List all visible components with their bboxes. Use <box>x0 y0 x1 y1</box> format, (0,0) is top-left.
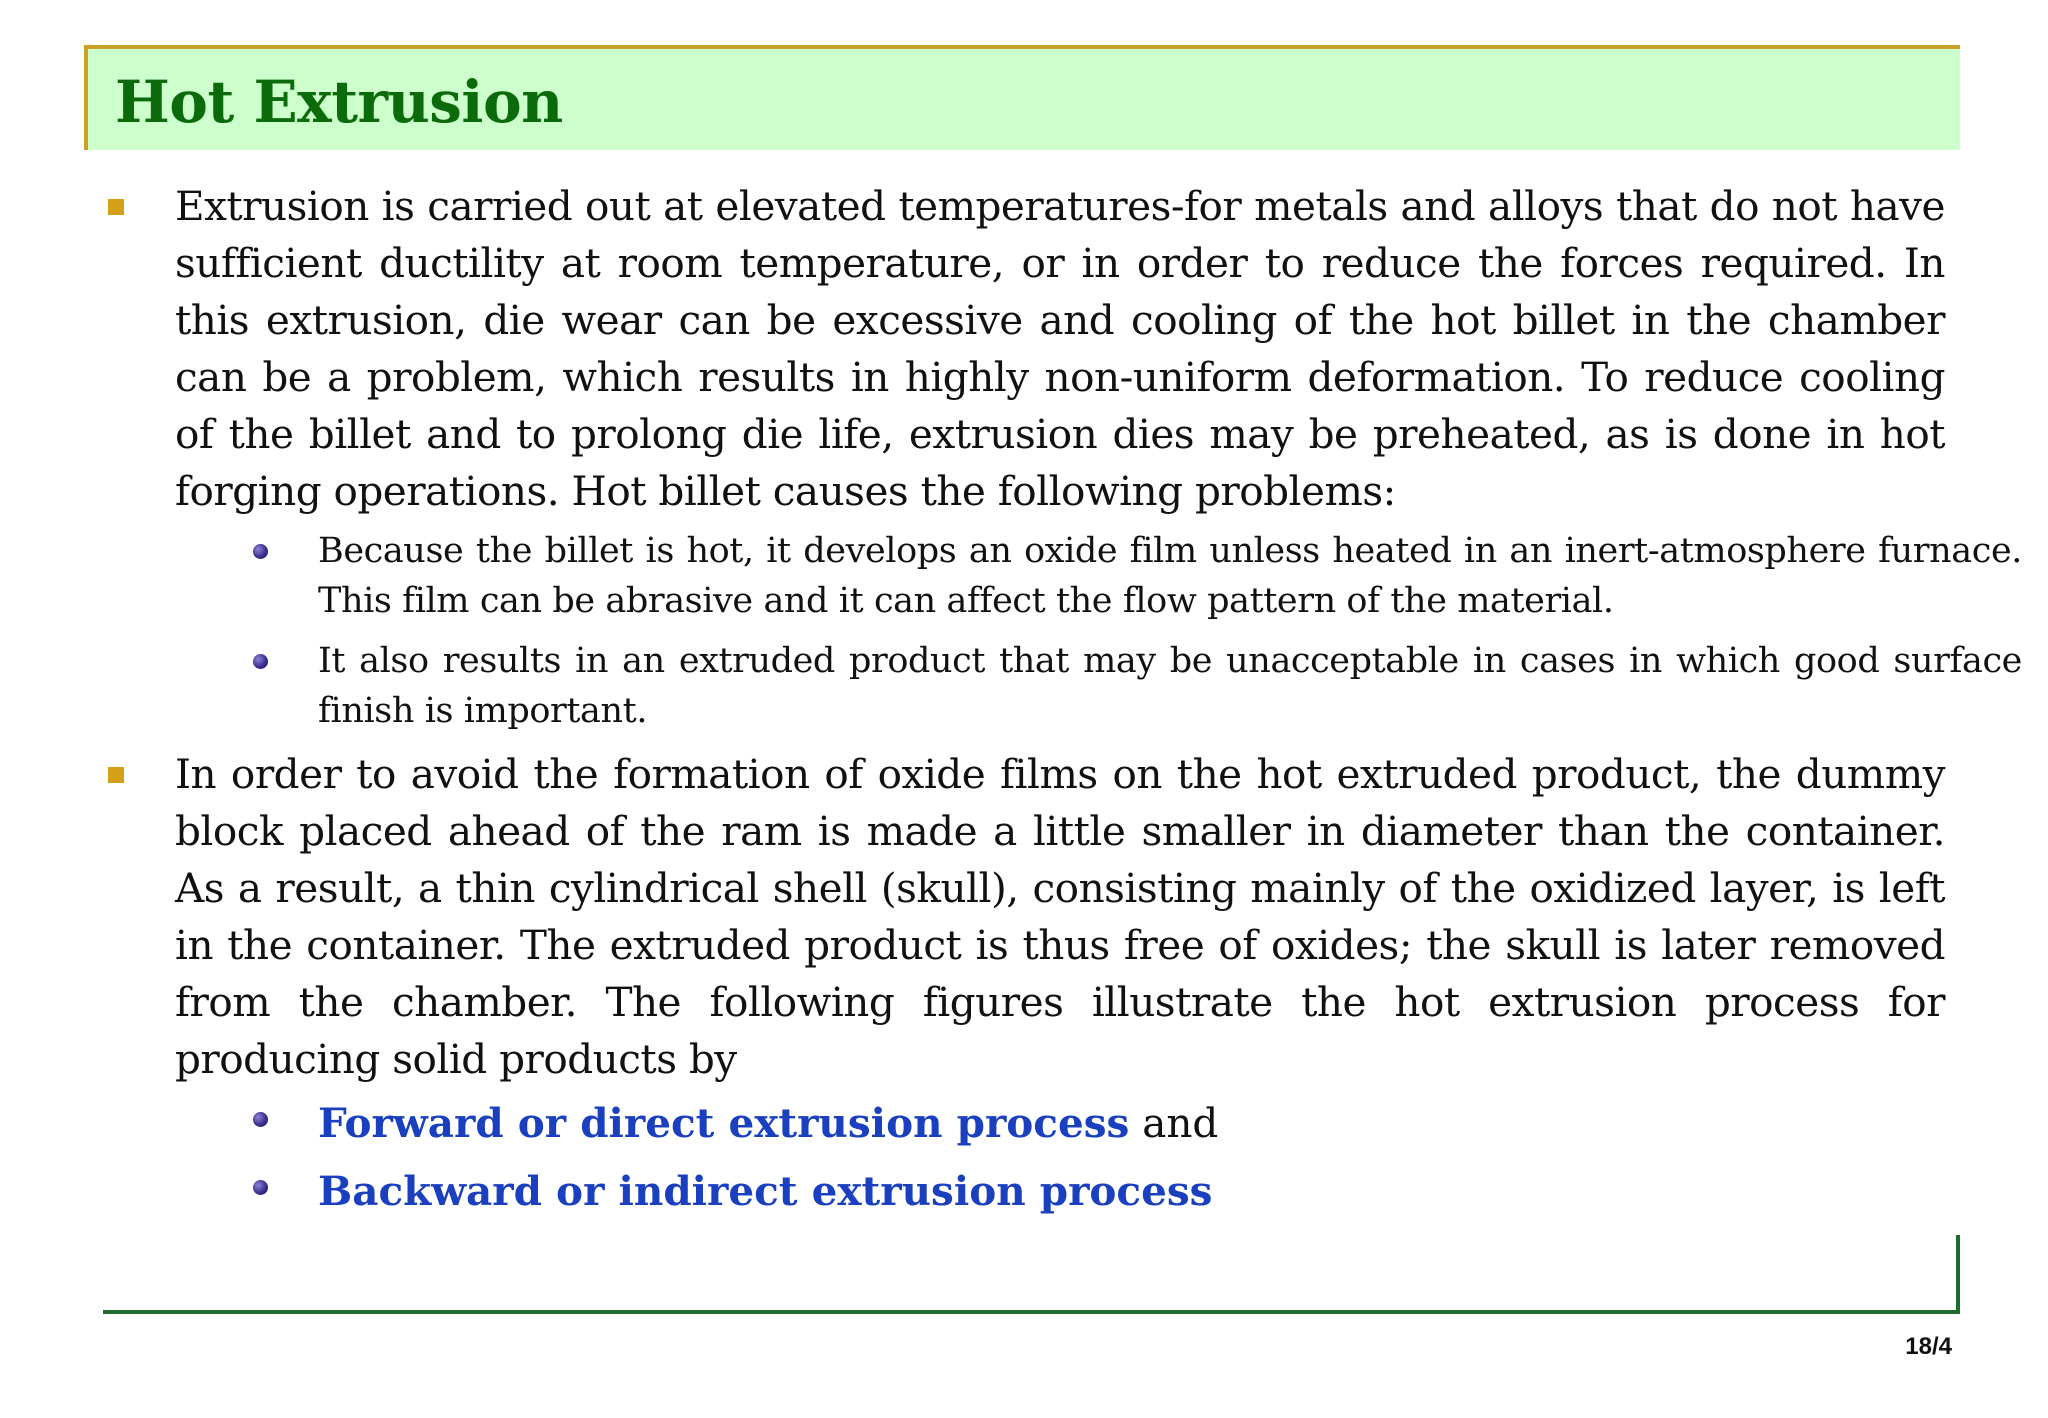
sub-bullet-tail: and <box>1129 1099 1219 1147</box>
round-bullet-icon <box>253 1180 268 1195</box>
title-top-rule <box>84 45 1960 49</box>
round-bullet-icon <box>253 544 268 559</box>
sub-bullet-text: Because the billet is hot, it develops an oxide film unless heated in an inert-atmosphere furnace. This film can be abrasive and it can affect the flow pattern of the material. <box>318 531 2022 621</box>
sub-bullet-item <box>175 1162 2022 1220</box>
sub-bullet-item <box>175 526 2022 626</box>
round-bullet-icon <box>253 1112 268 1127</box>
sub-bullet-item <box>175 636 2022 736</box>
bullet-text: In order to avoid the formation of oxide films on the hot extruded product, the dummy block placed ahead of the ram is made a little smaller in diameter than the container. As a result, a thin cylindrical shell (skull), consisting mainly of the oxidized layer, is left in the container. The extruded product is thus free of oxides; the skull is later removed from the chamber. The following figures illustrate the hot extrusion process for producing solid products by <box>175 750 1945 1083</box>
backward-extrusion-link-text: Backward or indirect extrusion process <box>318 1167 1213 1215</box>
sub-bullet-item <box>175 1094 2022 1152</box>
slide-content <box>100 178 2022 1230</box>
square-bullet-icon <box>108 199 124 215</box>
bullet-text: Extrusion is carried out at elevated temperatures-for metals and alloys that do not have sufficient ductility at room temperature, or in order to reduce the forces required. In this extrusion, die wear can be excessive and cooling of the hot billet in the chamber can be a problem, which results in highly non-uniform deformation. To reduce cooling of the billet and to prolong die life, extrusion dies may be preheated, as is done in hot forging operations. Hot billet causes the following problems: <box>175 182 1945 515</box>
bullet-item <box>100 746 1945 1220</box>
footer-right-rule <box>1956 1235 1960 1314</box>
sub-bullet-text <box>318 1094 2022 1152</box>
round-bullet-icon <box>253 654 268 669</box>
sub-bullet-list <box>175 526 2022 736</box>
sub-bullet-text <box>318 1162 2022 1220</box>
title-left-rule <box>84 45 88 150</box>
footer-rule <box>103 1310 1960 1314</box>
forward-extrusion-link-text: Forward or direct extrusion process <box>318 1099 1130 1147</box>
page-number: 18/4 <box>1905 1333 1952 1360</box>
square-bullet-icon <box>108 767 124 783</box>
slide-title: Hot Extrusion <box>115 68 563 136</box>
sub-bullet-text: It also results in an extruded product that may be unacceptable in cases in which good surface finish is important. <box>318 641 2022 731</box>
sub-bullet-list <box>175 1094 1945 1220</box>
bullet-item <box>100 178 2022 736</box>
